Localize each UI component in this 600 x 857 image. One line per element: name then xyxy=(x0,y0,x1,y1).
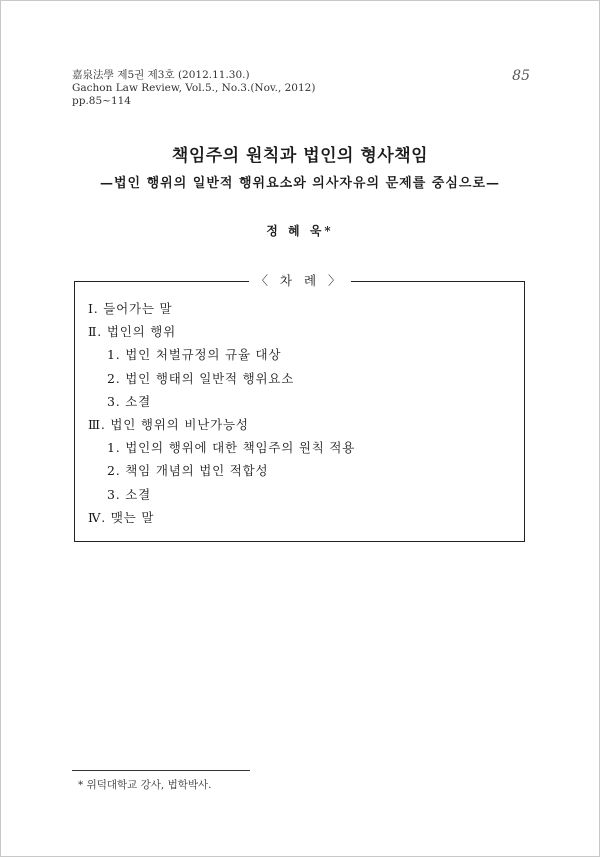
toc-section-item: Ⅱ. 법인의 행위 xyxy=(88,324,176,340)
table-of-contents-list xyxy=(88,297,355,529)
table-of-contents-heading: 〈 차 례 〉 xyxy=(249,273,350,288)
article-title: 책임주의 원칙과 법인의 형사책임 xyxy=(171,146,429,166)
article-author: 정 혜 욱* xyxy=(266,224,334,238)
toc-subsection-item: 3. 소결 xyxy=(107,486,152,502)
toc-section-item: Ⅳ. 맺는 말 xyxy=(88,509,155,525)
toc-subsection-item: 2. 책임 개념의 법인 적합성 xyxy=(107,463,269,479)
toc-section-item: Ⅰ. 들어가는 말 xyxy=(88,301,173,316)
toc-subsection-item: 2. 법인 행태의 일반적 행위요소 xyxy=(107,370,295,386)
table-of-contents-heading-wrap xyxy=(0,272,600,290)
journal-info-line-1: 嘉泉法學 제5권 제3호 (2012.11.30.) xyxy=(72,69,250,81)
page-number: 85 xyxy=(512,68,530,84)
journal-info-line-3: pp.85~114 xyxy=(72,95,131,107)
toc-subsection-item: 3. 소결 xyxy=(107,393,152,409)
toc-subsection-item: 1. 법인의 행위에 대한 책임주의 원칙 적용 xyxy=(107,440,356,456)
footnote-divider xyxy=(72,770,250,771)
journal-info xyxy=(72,69,315,108)
footnote: * 위덕대학교 강사, 법학박사. xyxy=(78,779,212,791)
toc-section-item: Ⅲ. 법인 행위의 비난가능성 xyxy=(88,416,249,432)
toc-subsection-item: 1. 법인 처벌규정의 규율 대상 xyxy=(107,347,282,363)
article-subtitle: —법인 행위의 일반적 행위요소와 의사자유의 문제를 중심으로— xyxy=(99,176,501,191)
journal-info-line-2: Gachon Law Review, Vol.5., No.3.(Nov., 2012) xyxy=(72,82,316,94)
